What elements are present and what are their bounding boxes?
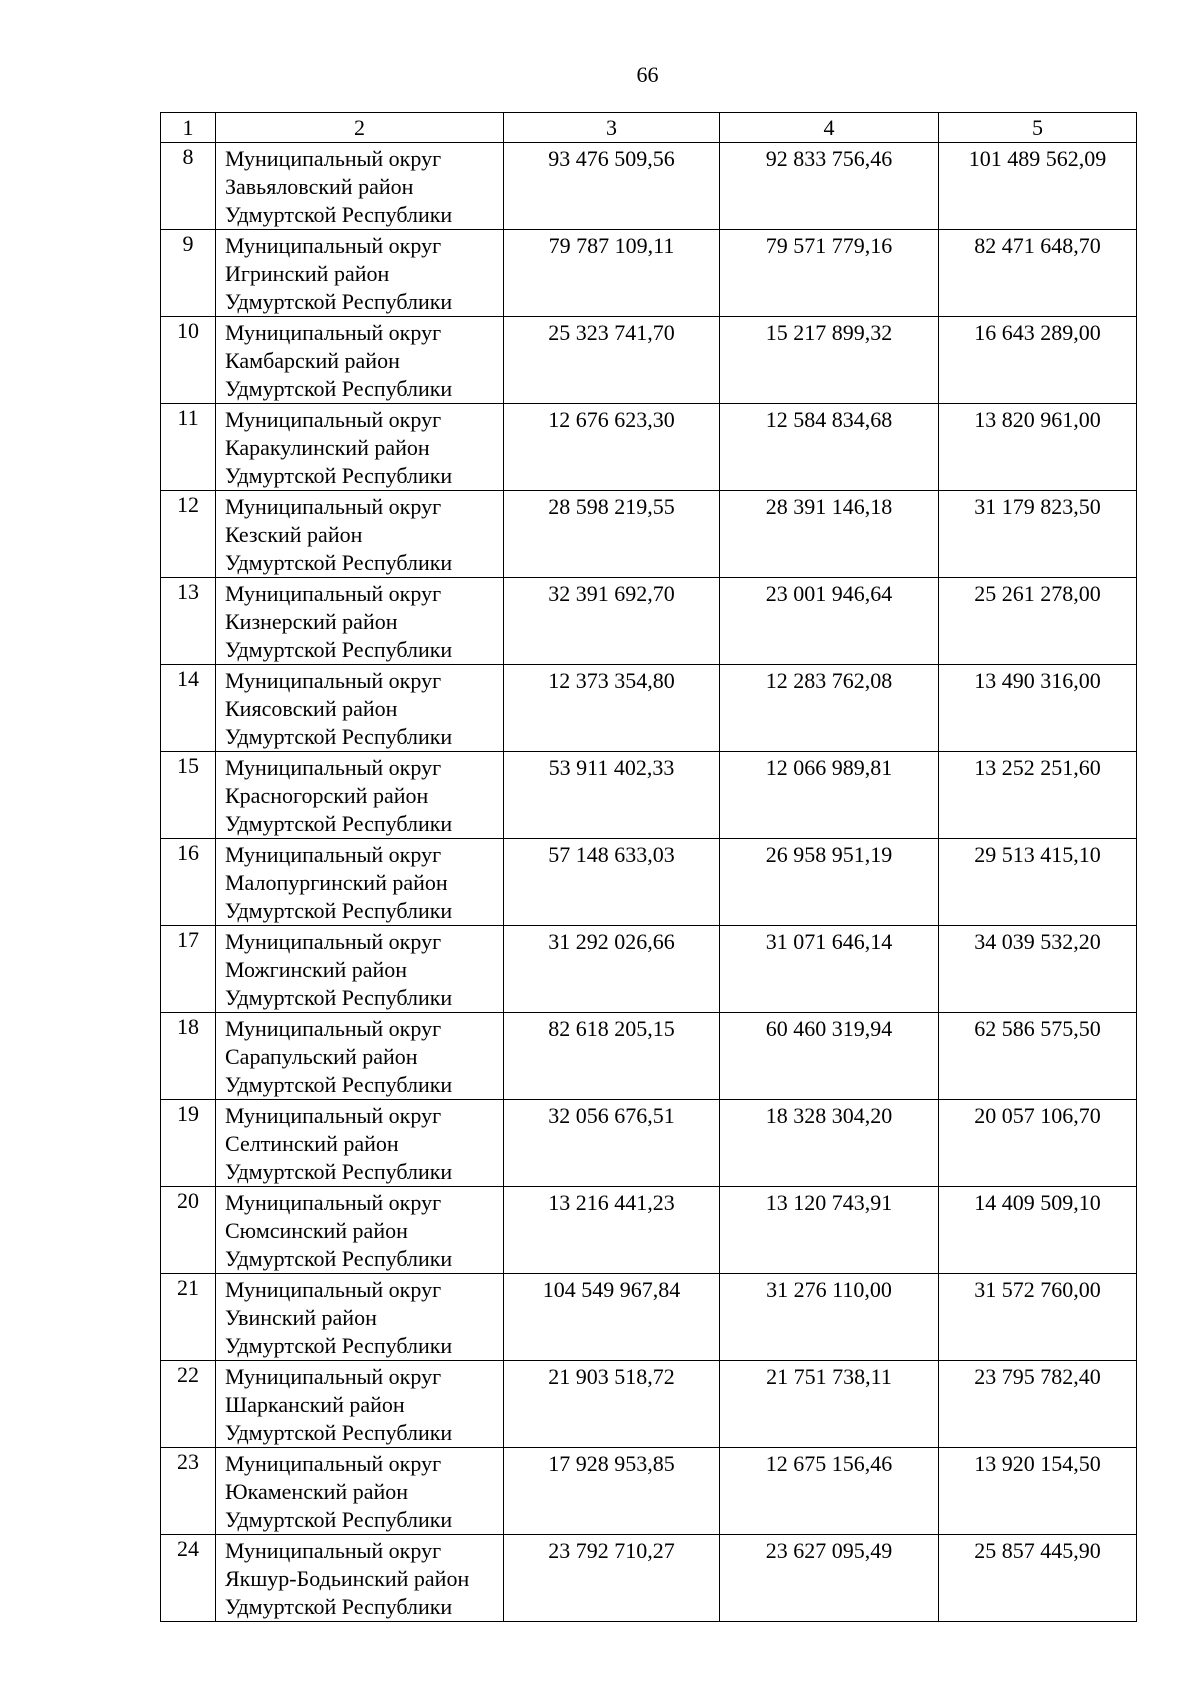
municipality-name-line: Удмуртской Республики [225,1333,453,1358]
municipality-name-line: Муниципальный округ [225,494,442,519]
municipality-name-line: Муниципальный округ [225,1364,442,1389]
municipality-name-line: Удмуртской Республики [225,289,453,314]
page-number: 66 [636,62,659,87]
value-col5: 31 572 760,00 [939,1274,1137,1361]
value-col3: 12 373 354,80 [504,665,720,752]
value-col5: 13 252 251,60 [939,752,1137,839]
value-col5: 62 586 575,50 [939,1013,1137,1100]
table-row [161,1535,1137,1622]
value-col3: 28 598 219,55 [504,491,720,578]
municipality-name-line: Муниципальный округ [225,407,442,432]
municipality-name-line: Киясовский район [225,696,398,721]
row-number: 19 [161,1100,216,1187]
value-col4: 23 001 946,64 [720,578,939,665]
value-col3: 21 903 518,72 [504,1361,720,1448]
value-col3: 104 549 967,84 [504,1274,720,1361]
value-col3: 25 323 741,70 [504,317,720,404]
value-col3: 23 792 710,27 [504,1535,720,1622]
municipality-name-line: Муниципальный округ [225,233,442,258]
municipality-name-line: Удмуртской Республики [225,1594,453,1619]
table-row [161,404,1137,491]
municipality-name [216,404,504,491]
value-col5: 25 261 278,00 [939,578,1137,665]
value-col5: 16 643 289,00 [939,317,1137,404]
table-row [161,1361,1137,1448]
value-col5: 101 489 562,09 [939,143,1137,230]
row-number: 18 [161,1013,216,1100]
value-col5: 34 039 532,20 [939,926,1137,1013]
value-col4: 92 833 756,46 [720,143,939,230]
municipality-name [216,1187,504,1274]
municipality-name [216,1013,504,1100]
municipality-name [216,491,504,578]
value-col5: 23 795 782,40 [939,1361,1137,1448]
municipality-name-line: Удмуртской Республики [225,1072,453,1097]
table-row [161,578,1137,665]
table-body [161,143,1137,1622]
municipality-name-line: Удмуртской Республики [225,985,453,1010]
municipality-name-line: Муниципальный округ [225,668,442,693]
row-number: 8 [161,143,216,230]
row-number: 20 [161,1187,216,1274]
municipality-name-line: Удмуртской Республики [225,811,453,836]
municipality-name-line: Шарканский район [225,1392,405,1417]
municipality-name-line: Муниципальный округ [225,842,442,867]
value-col4: 60 460 319,94 [720,1013,939,1100]
value-col4: 12 283 762,08 [720,665,939,752]
value-col5: 25 857 445,90 [939,1535,1137,1622]
header-col-1: 1 [161,113,216,143]
table-row [161,1100,1137,1187]
header-col-5: 5 [939,113,1137,143]
municipality-name-line: Удмуртской Республики [225,724,453,749]
value-col4: 79 571 779,16 [720,230,939,317]
table-row [161,317,1137,404]
municipality-name-line: Якшур-Бодьинский район [225,1566,470,1591]
municipality-name [216,143,504,230]
municipality-name-line: Удмуртской Республики [225,1507,453,1532]
municipality-name-line: Удмуртской Республики [225,898,453,923]
table-row [161,839,1137,926]
value-col5: 13 920 154,50 [939,1448,1137,1535]
row-number: 21 [161,1274,216,1361]
table-row [161,230,1137,317]
municipality-name-line: Селтинский район [225,1131,399,1156]
value-col4: 26 958 951,19 [720,839,939,926]
value-col5: 82 471 648,70 [939,230,1137,317]
municipality-name-line: Муниципальный округ [225,755,442,780]
table-row [161,1187,1137,1274]
row-number: 22 [161,1361,216,1448]
header-col-4: 4 [720,113,939,143]
municipality-name-line: Удмуртской Республики [225,550,453,575]
municipality-name-line: Удмуртской Республики [225,1420,453,1445]
value-col5: 14 409 509,10 [939,1187,1137,1274]
value-col5: 13 490 316,00 [939,665,1137,752]
municipality-name-line: Удмуртской Республики [225,202,453,227]
row-number: 10 [161,317,216,404]
value-col4: 23 627 095,49 [720,1535,939,1622]
municipality-name-line: Камбарский район [225,348,400,373]
value-col4: 31 071 646,14 [720,926,939,1013]
value-col3: 12 676 623,30 [504,404,720,491]
value-col5: 29 513 415,10 [939,839,1137,926]
value-col3: 13 216 441,23 [504,1187,720,1274]
value-col4: 18 328 304,20 [720,1100,939,1187]
row-number: 11 [161,404,216,491]
municipality-name-line: Можгинский район [225,957,408,982]
municipality-name [216,317,504,404]
municipality-name-line: Увинский район [225,1305,377,1330]
row-number: 12 [161,491,216,578]
municipality-name [216,1448,504,1535]
value-col4: 21 751 738,11 [720,1361,939,1448]
value-col4: 12 675 156,46 [720,1448,939,1535]
value-col4: 12 584 834,68 [720,404,939,491]
municipality-name-line: Красногорский район [225,783,429,808]
value-col4: 31 276 110,00 [720,1274,939,1361]
municipality-name-line: Малопургинский район [225,870,448,895]
value-col3: 82 618 205,15 [504,1013,720,1100]
municipality-name [216,665,504,752]
table-row [161,491,1137,578]
value-col3: 79 787 109,11 [504,230,720,317]
table-header-row [161,113,1137,143]
value-col5: 31 179 823,50 [939,491,1137,578]
value-col3: 53 911 402,33 [504,752,720,839]
municipality-name-line: Удмуртской Республики [225,376,453,401]
municipality-name-line: Муниципальный округ [225,581,442,606]
municipality-name-line: Муниципальный округ [225,1016,442,1041]
value-col4: 15 217 899,32 [720,317,939,404]
budget-table [160,112,1137,1622]
table-row [161,926,1137,1013]
municipality-name-line: Муниципальный округ [225,929,442,954]
value-col3: 57 148 633,03 [504,839,720,926]
table-row [161,665,1137,752]
municipality-name-line: Игринский район [225,261,390,286]
table-row [161,1013,1137,1100]
row-number: 15 [161,752,216,839]
municipality-name-line: Муниципальный округ [225,1103,442,1128]
municipality-name-line: Муниципальный округ [225,1277,442,1302]
row-number: 17 [161,926,216,1013]
row-number: 9 [161,230,216,317]
municipality-name-line: Кезский район [225,522,363,547]
table-row [161,143,1137,230]
municipality-name-line: Муниципальный округ [225,146,442,171]
municipality-name-line: Муниципальный округ [225,320,442,345]
municipality-name-line: Удмуртской Республики [225,463,453,488]
municipality-name [216,578,504,665]
municipality-name [216,1100,504,1187]
row-number: 24 [161,1535,216,1622]
municipality-name-line: Кизнерский район [225,609,398,634]
value-col5: 13 820 961,00 [939,404,1137,491]
municipality-name-line: Муниципальный округ [225,1190,442,1215]
municipality-name-line: Муниципальный округ [225,1451,442,1476]
municipality-name-line: Удмуртской Республики [225,1159,453,1184]
value-col4: 13 120 743,91 [720,1187,939,1274]
value-col4: 12 066 989,81 [720,752,939,839]
header-col-2: 2 [216,113,504,143]
municipality-name-line: Завьяловский район [225,174,414,199]
value-col3: 31 292 026,66 [504,926,720,1013]
municipality-name [216,839,504,926]
value-col5: 20 057 106,70 [939,1100,1137,1187]
municipality-name-line: Сюмсинский район [225,1218,408,1243]
municipality-name [216,1274,504,1361]
municipality-name-line: Удмуртской Республики [225,637,453,662]
municipality-name-line: Юкаменский район [225,1479,409,1504]
municipality-name-line: Муниципальный округ [225,1538,442,1563]
municipality-name [216,230,504,317]
municipality-name [216,926,504,1013]
row-number: 23 [161,1448,216,1535]
table-row [161,1448,1137,1535]
municipality-name-line: Сарапульский район [225,1044,418,1069]
table-row [161,1274,1137,1361]
municipality-name [216,1535,504,1622]
header-col-3: 3 [504,113,720,143]
value-col3: 17 928 953,85 [504,1448,720,1535]
municipality-name-line: Каракулинский район [225,435,430,460]
value-col3: 93 476 509,56 [504,143,720,230]
table-row [161,752,1137,839]
value-col3: 32 391 692,70 [504,578,720,665]
value-col4: 28 391 146,18 [720,491,939,578]
row-number: 14 [161,665,216,752]
municipality-name [216,752,504,839]
municipality-name-line: Удмуртской Республики [225,1246,453,1271]
row-number: 13 [161,578,216,665]
row-number: 16 [161,839,216,926]
value-col3: 32 056 676,51 [504,1100,720,1187]
municipality-name [216,1361,504,1448]
